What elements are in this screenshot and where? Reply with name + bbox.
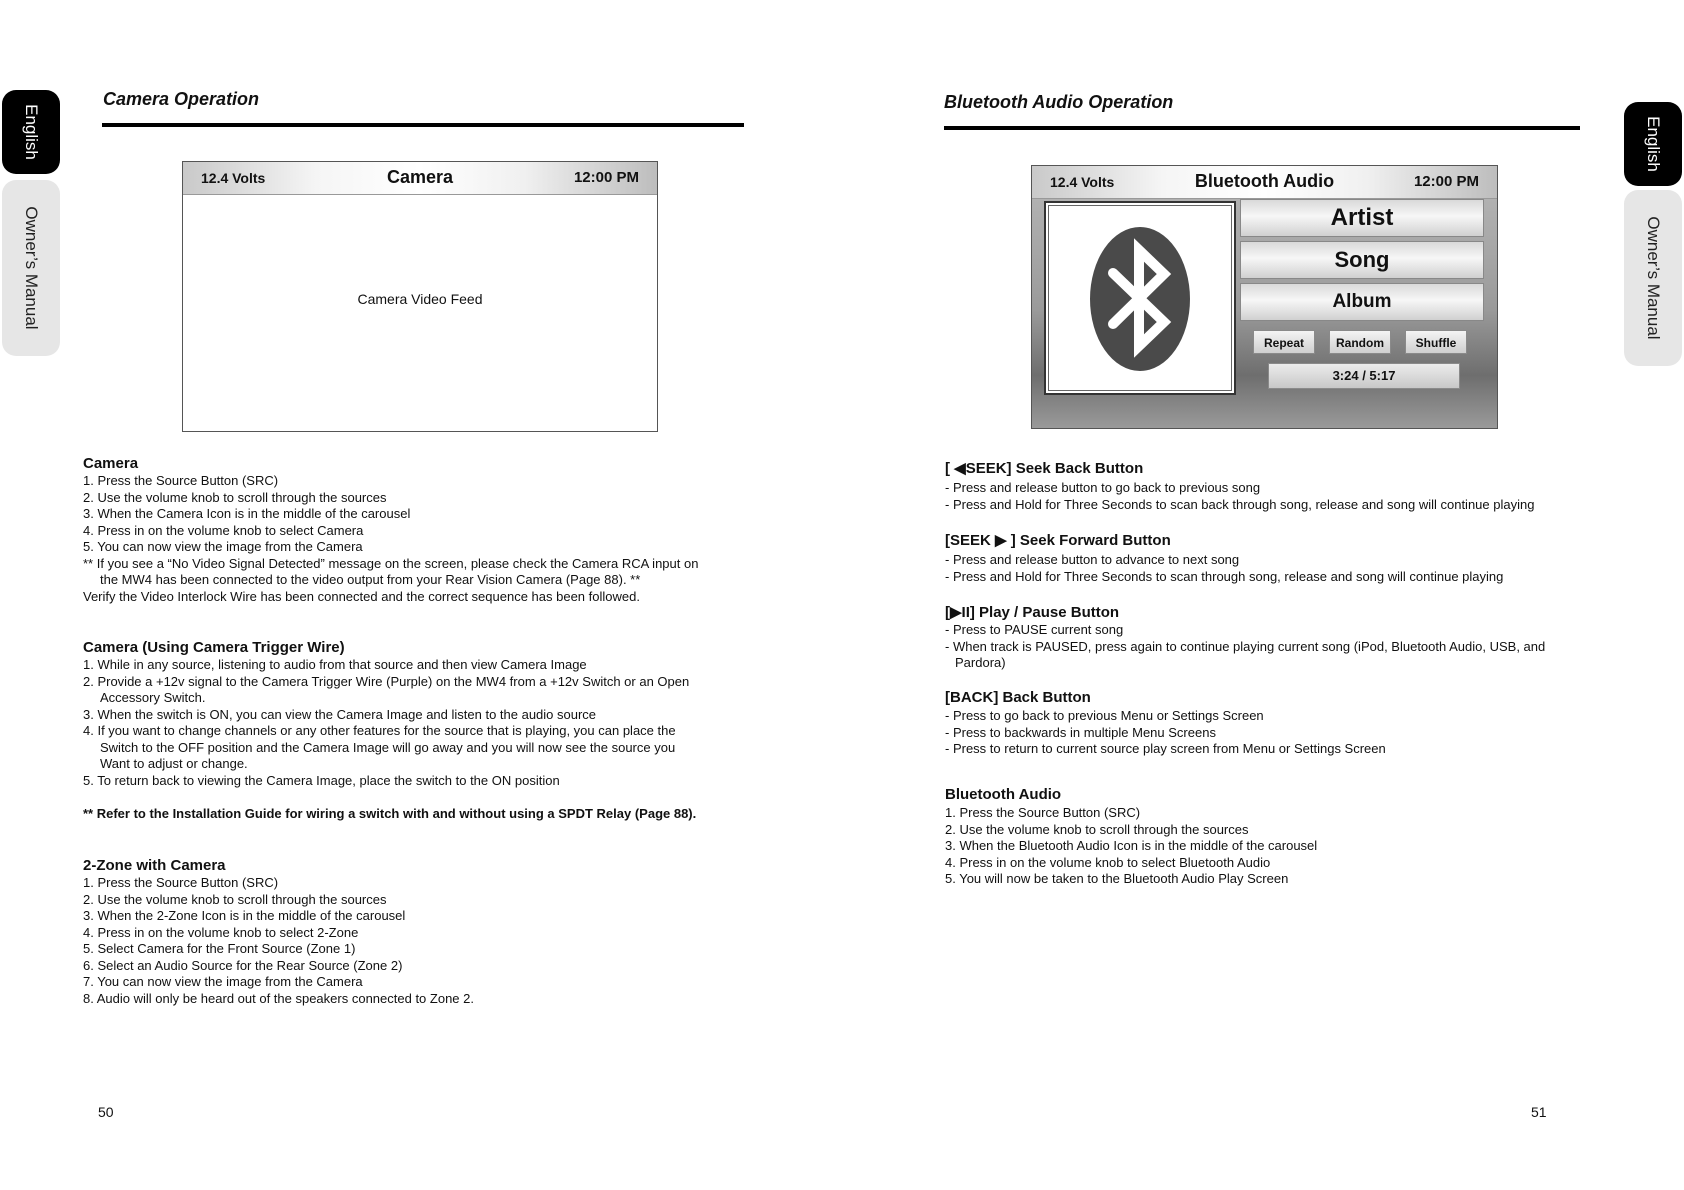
artist-field: Artist (1240, 199, 1484, 237)
repeat-button[interactable]: Repeat (1253, 330, 1315, 354)
clock-readout: 12:00 PM (1413, 173, 1479, 190)
camera-heading: Camera (83, 455, 139, 472)
screen-title: Bluetooth Audio (1194, 171, 1335, 191)
list-item: Pardora) (955, 655, 1006, 670)
camera-video-feed: Camera Video Feed (357, 291, 483, 307)
list-item: 4. Press in on the volume knob to select 2-Zone (83, 924, 359, 940)
album-field: Album (1240, 283, 1484, 321)
seek-back-heading: [ ◀SEEK] Seek Back Button (945, 460, 1144, 477)
english-tab[interactable] (2, 90, 60, 174)
screen-status-bar (183, 162, 657, 195)
screen-title: Camera (386, 167, 454, 187)
owners-manual-tab[interactable] (2, 180, 60, 356)
back-button-lines (945, 708, 1386, 758)
list-item: 2. Use the volume knob to scroll through the sources (83, 489, 387, 505)
list-item: 3. When the Bluetooth Audio Icon is in the middle of the carousel (945, 838, 1318, 853)
section-title-bluetooth-audio-operation: Bluetooth Audio Operation (944, 92, 1174, 112)
english-tab-label: English (22, 104, 41, 160)
track-progress: 3:24 / 5:17 (1268, 363, 1460, 389)
list-item: - Press and release button to advance to next song (945, 552, 1240, 567)
list-item: Verify the Video Interlock Wire has been connected and the correct sequence has been followed. (83, 588, 640, 604)
list-item: ** If you see a “No Video Signal Detected” message on the screen, please check the Camera RCA input on (83, 555, 699, 571)
page-number: 50 (98, 1104, 114, 1120)
owners-manual-tab-label: Owner’s Manual (1644, 216, 1663, 340)
album-art-panel (1044, 201, 1236, 395)
list-item: - Press to return to current source play screen from Menu or Settings Screen (945, 741, 1386, 756)
camera-steps (83, 473, 698, 605)
bluetooth-icon (1049, 206, 1233, 392)
list-item: 8. Audio will only be heard out of the speakers connected to Zone 2. (83, 990, 474, 1006)
seek-forward-lines (945, 552, 1503, 585)
list-item: 4. If you want to change channels or any other features for the source that is playing, you can place the (83, 723, 676, 738)
list-item: 2. Use the volume knob to scroll through the sources (945, 821, 1249, 837)
list-item: - When track is PAUSED, press again to continue playing current song (iPod, Bluetooth Audio, USB, and (945, 638, 1546, 654)
list-item: 3. When the 2-Zone Icon is in the middle of the carousel (83, 908, 406, 923)
owners-manual-tab-label: Owner’s Manual (22, 206, 41, 330)
installation-guide-note: ** Refer to the Installation Guide for wiring a switch with and without using a SPDT Relay (Page 88). (83, 806, 697, 821)
song-field: Song (1240, 241, 1484, 279)
play-pause-lines (945, 622, 1545, 672)
list-item: 5. You can now view the image from the Camera (83, 539, 363, 554)
list-item: - Press to PAUSE current song (945, 622, 1124, 637)
list-item: 5. To return back to viewing the Camera Image, place the switch to the ON position (83, 772, 560, 788)
owners-manual-tab[interactable] (1624, 190, 1682, 366)
list-item: 5. Select Camera for the Front Source (Zone 1) (83, 941, 356, 956)
english-tab-label: English (1644, 116, 1663, 172)
seek-forward-heading: [SEEK ▶ ] Seek Forward Button (945, 532, 1171, 549)
voltage-readout: 12.4 Volts (201, 170, 266, 186)
seek-back-lines (945, 480, 1534, 513)
list-item: 1. Press the Source Button (SRC) (945, 805, 1141, 820)
list-item: - Press and release button to go back to previous song (945, 480, 1261, 495)
camera-screen (182, 161, 658, 432)
random-button[interactable]: Random (1329, 330, 1391, 354)
two-zone-steps (83, 875, 474, 1007)
bluetooth-audio-heading: Bluetooth Audio (945, 786, 1062, 803)
list-item: - Press to go back to previous Menu or Settings Screen (945, 708, 1264, 723)
list-item: - Press and Hold for Three Seconds to scan back through song, release and song will continue playing (945, 496, 1535, 512)
section-title-camera-operation: Camera Operation (103, 89, 260, 109)
list-item: 7. You can now view the image from the Camera (83, 974, 363, 989)
list-item: 2. Use the volume knob to scroll through the sources (83, 891, 387, 907)
right-page (842, 0, 1684, 1190)
clock-readout: 12:00 PM (573, 169, 639, 186)
list-item: 3. When the Camera Icon is in the middle of the carousel (83, 506, 411, 521)
section-divider (944, 126, 1580, 130)
bluetooth-audio-steps (945, 805, 1317, 888)
list-item: 6. Select an Audio Source for the Rear Source (Zone 2) (83, 957, 403, 973)
list-item: 3. When the switch is ON, you can view the Camera Image and listen to the audio source (83, 706, 597, 722)
list-item: Switch to the OFF position and the Camera Image will go away and you will now see the source you (100, 739, 676, 755)
bluetooth-audio-screen (1031, 165, 1498, 429)
list-item: 5. You will now be taken to the Bluetooth Audio Play Screen (945, 871, 1289, 886)
back-button-heading: [BACK] Back Button (945, 689, 1091, 706)
list-item: 1. Press the Source Button (SRC) (83, 875, 279, 890)
voltage-readout: 12.4 Volts (1050, 174, 1115, 190)
camera-trigger-heading: Camera (Using Camera Trigger Wire) (83, 639, 345, 656)
section-divider (102, 123, 744, 127)
english-tab[interactable] (1624, 102, 1682, 186)
list-item: - Press to backwards in multiple Menu Screens (945, 724, 1216, 740)
list-item: the MW4 has been connected to the video output from your Rear Vision Camera (Page 88). ** (100, 572, 641, 587)
camera-trigger-steps (83, 657, 689, 789)
screen-status-bar (1032, 166, 1497, 199)
shuffle-button[interactable]: Shuffle (1405, 330, 1467, 354)
list-item: Accessory Switch. (100, 690, 206, 705)
list-item: 1. While in any source, listening to audio from that source and then view Camera Image (83, 657, 587, 672)
list-item: 4. Press in on the volume knob to select Camera (83, 522, 364, 538)
list-item: 1. Press the Source Button (SRC) (83, 473, 279, 488)
play-pause-heading: [▶II] Play / Pause Button (945, 604, 1120, 621)
list-item: Want to adjust or change. (100, 756, 248, 771)
two-zone-heading: 2-Zone with Camera (83, 857, 226, 874)
list-item: - Press and Hold for Three Seconds to scan through song, release and song will continue playing (945, 568, 1504, 584)
list-item: 2. Provide a +12v signal to the Camera Trigger Wire (Purple) on the MW4 from a +12v Switch or an Open (83, 673, 690, 689)
page-number: 51 (1531, 1104, 1547, 1120)
list-item: 4. Press in on the volume knob to select Bluetooth Audio (945, 854, 1271, 870)
